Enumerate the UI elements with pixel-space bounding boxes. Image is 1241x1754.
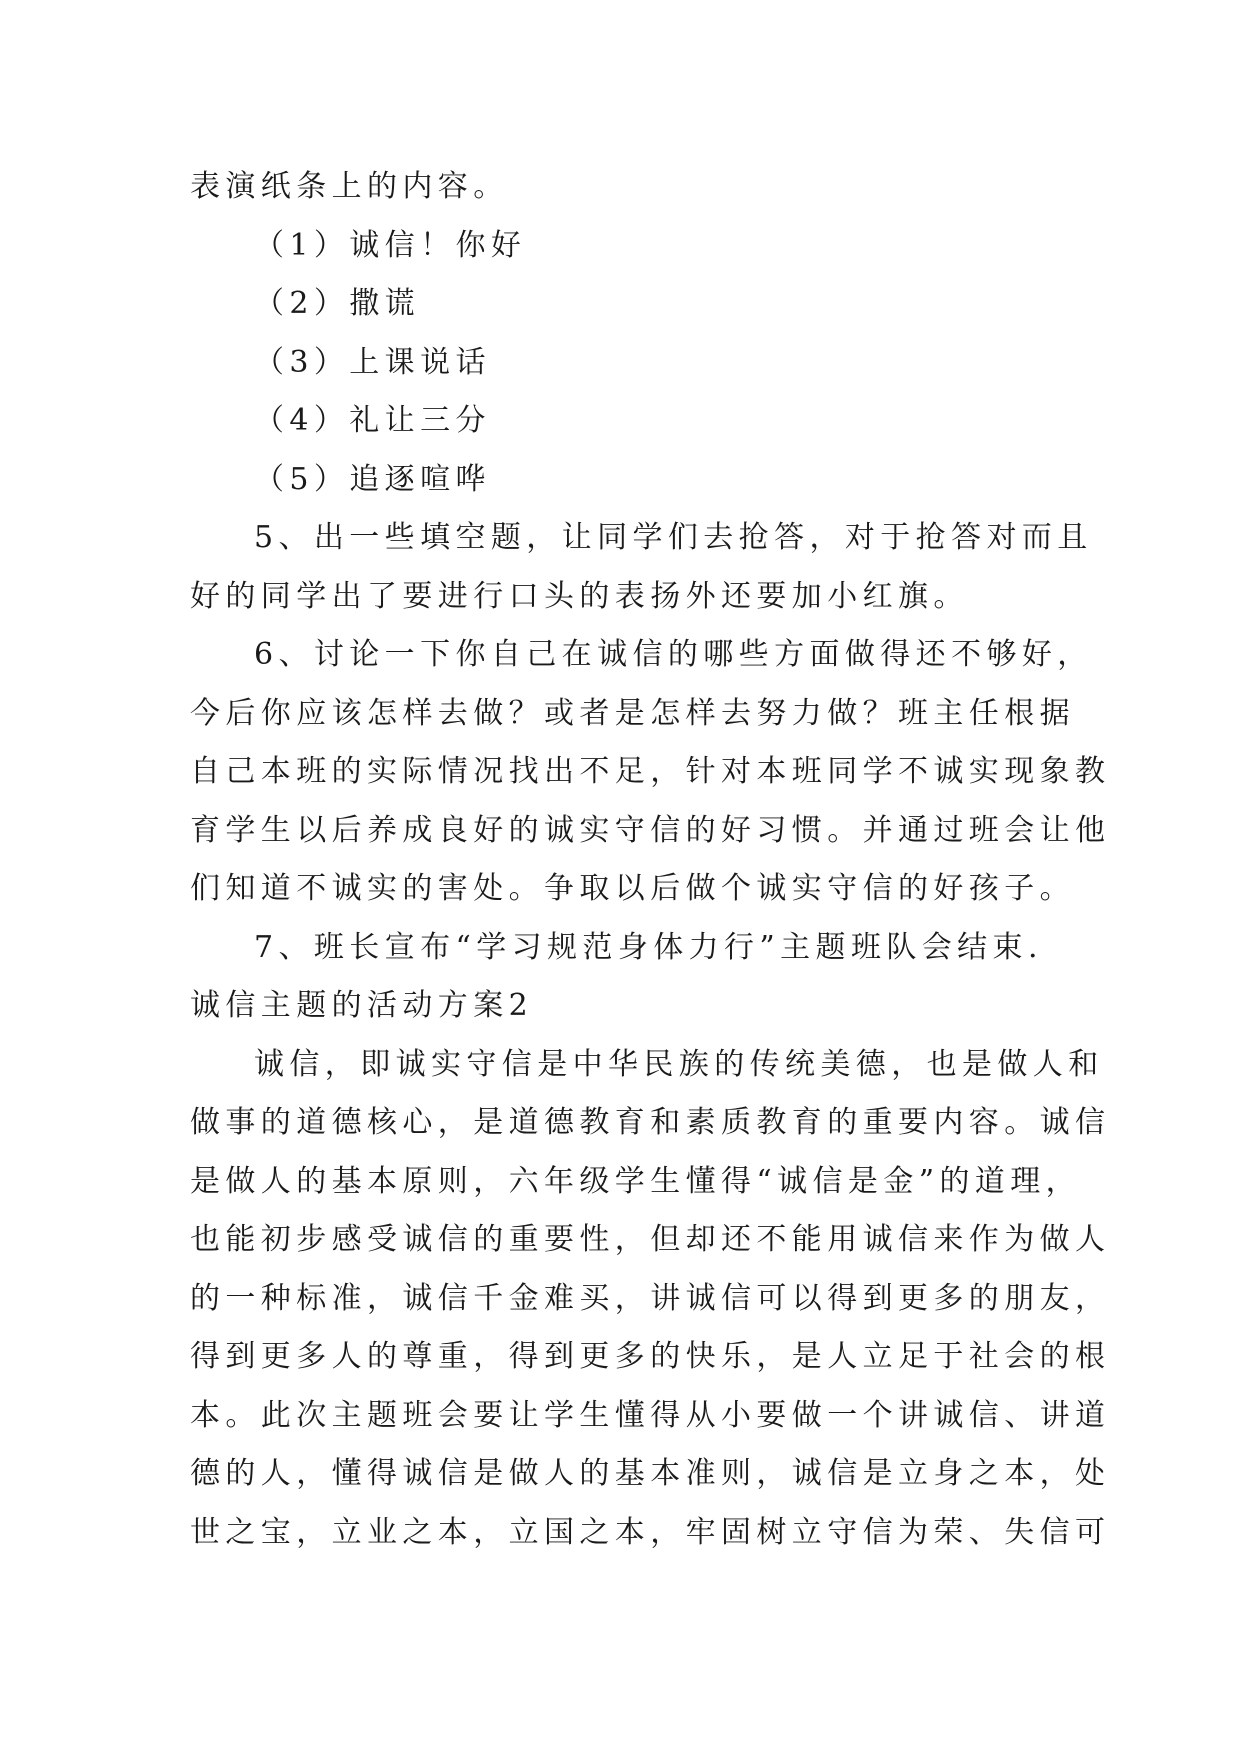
text-line: 做事的道德核心，是道德教育和素质教育的重要内容。诚信	[190, 1105, 1111, 1140]
text-line: 也能初步感受诚信的重要性，但却还不能用诚信来作为做人	[190, 1222, 1111, 1257]
list-item: （1）诚信！你好	[254, 227, 527, 263]
paragraph-first-line: 6、讨论一下你自己在诚信的哪些方面做得还不够好，	[254, 637, 1093, 672]
text-line: 得到更多人的尊重，得到更多的快乐，是人立足于社会的根	[190, 1339, 1111, 1374]
paragraph-first-line: 5、出一些填空题，让同学们去抢答，对于抢答对而且	[254, 520, 1093, 555]
list-item: （2）撒谎	[254, 286, 421, 321]
text-line: 的一种标准，诚信千金难买，讲诚信可以得到更多的朋友，	[190, 1280, 1111, 1316]
text-line: 表演纸条上的内容。	[190, 169, 509, 204]
text-line: 今后你应该怎样去做？或者是怎样去努力做？班主任根据	[190, 695, 1075, 731]
text-line: 们知道不诚实的害处。争取以后做个诚实守信的好孩子。	[190, 871, 1075, 906]
text-line: 育学生以后养成良好的诚实守信的好习惯。并通过班会让他	[190, 812, 1111, 848]
list-item: （5）追逐喧哗	[254, 461, 491, 497]
section-heading: 诚信主题的活动方案2	[190, 988, 534, 1023]
text-line: 世之宝，立业之本，立国之本，牢固树立守信为荣、失信可	[190, 1514, 1111, 1550]
list-item: （4）礼让三分	[254, 403, 491, 438]
text-line: 是做人的基本原则，六年级学生懂得“诚信是金”的道理，	[190, 1163, 1082, 1199]
paragraph-first-line: 7、班长宣布“学习规范身体力行”主题班队会结束.	[254, 929, 1043, 965]
paragraph-first-line: 诚信，即诚实守信是中华民族的传统美德，也是做人和	[254, 1046, 1104, 1082]
document-body	[190, 158, 1111, 1562]
list-item: （3）上课说话	[254, 344, 491, 380]
text-line: 德的人，懂得诚信是做人的基本准则，诚信是立身之本，处	[190, 1456, 1111, 1491]
text-line: 本。此次主题班会要让学生懂得从小要做一个讲诚信、讲道	[190, 1397, 1111, 1433]
text-line: 自己本班的实际情况找出不足，针对本班同学不诚实现象教	[190, 754, 1111, 789]
text-line: 好的同学出了要进行口头的表扬外还要加小红旗。	[190, 578, 969, 614]
